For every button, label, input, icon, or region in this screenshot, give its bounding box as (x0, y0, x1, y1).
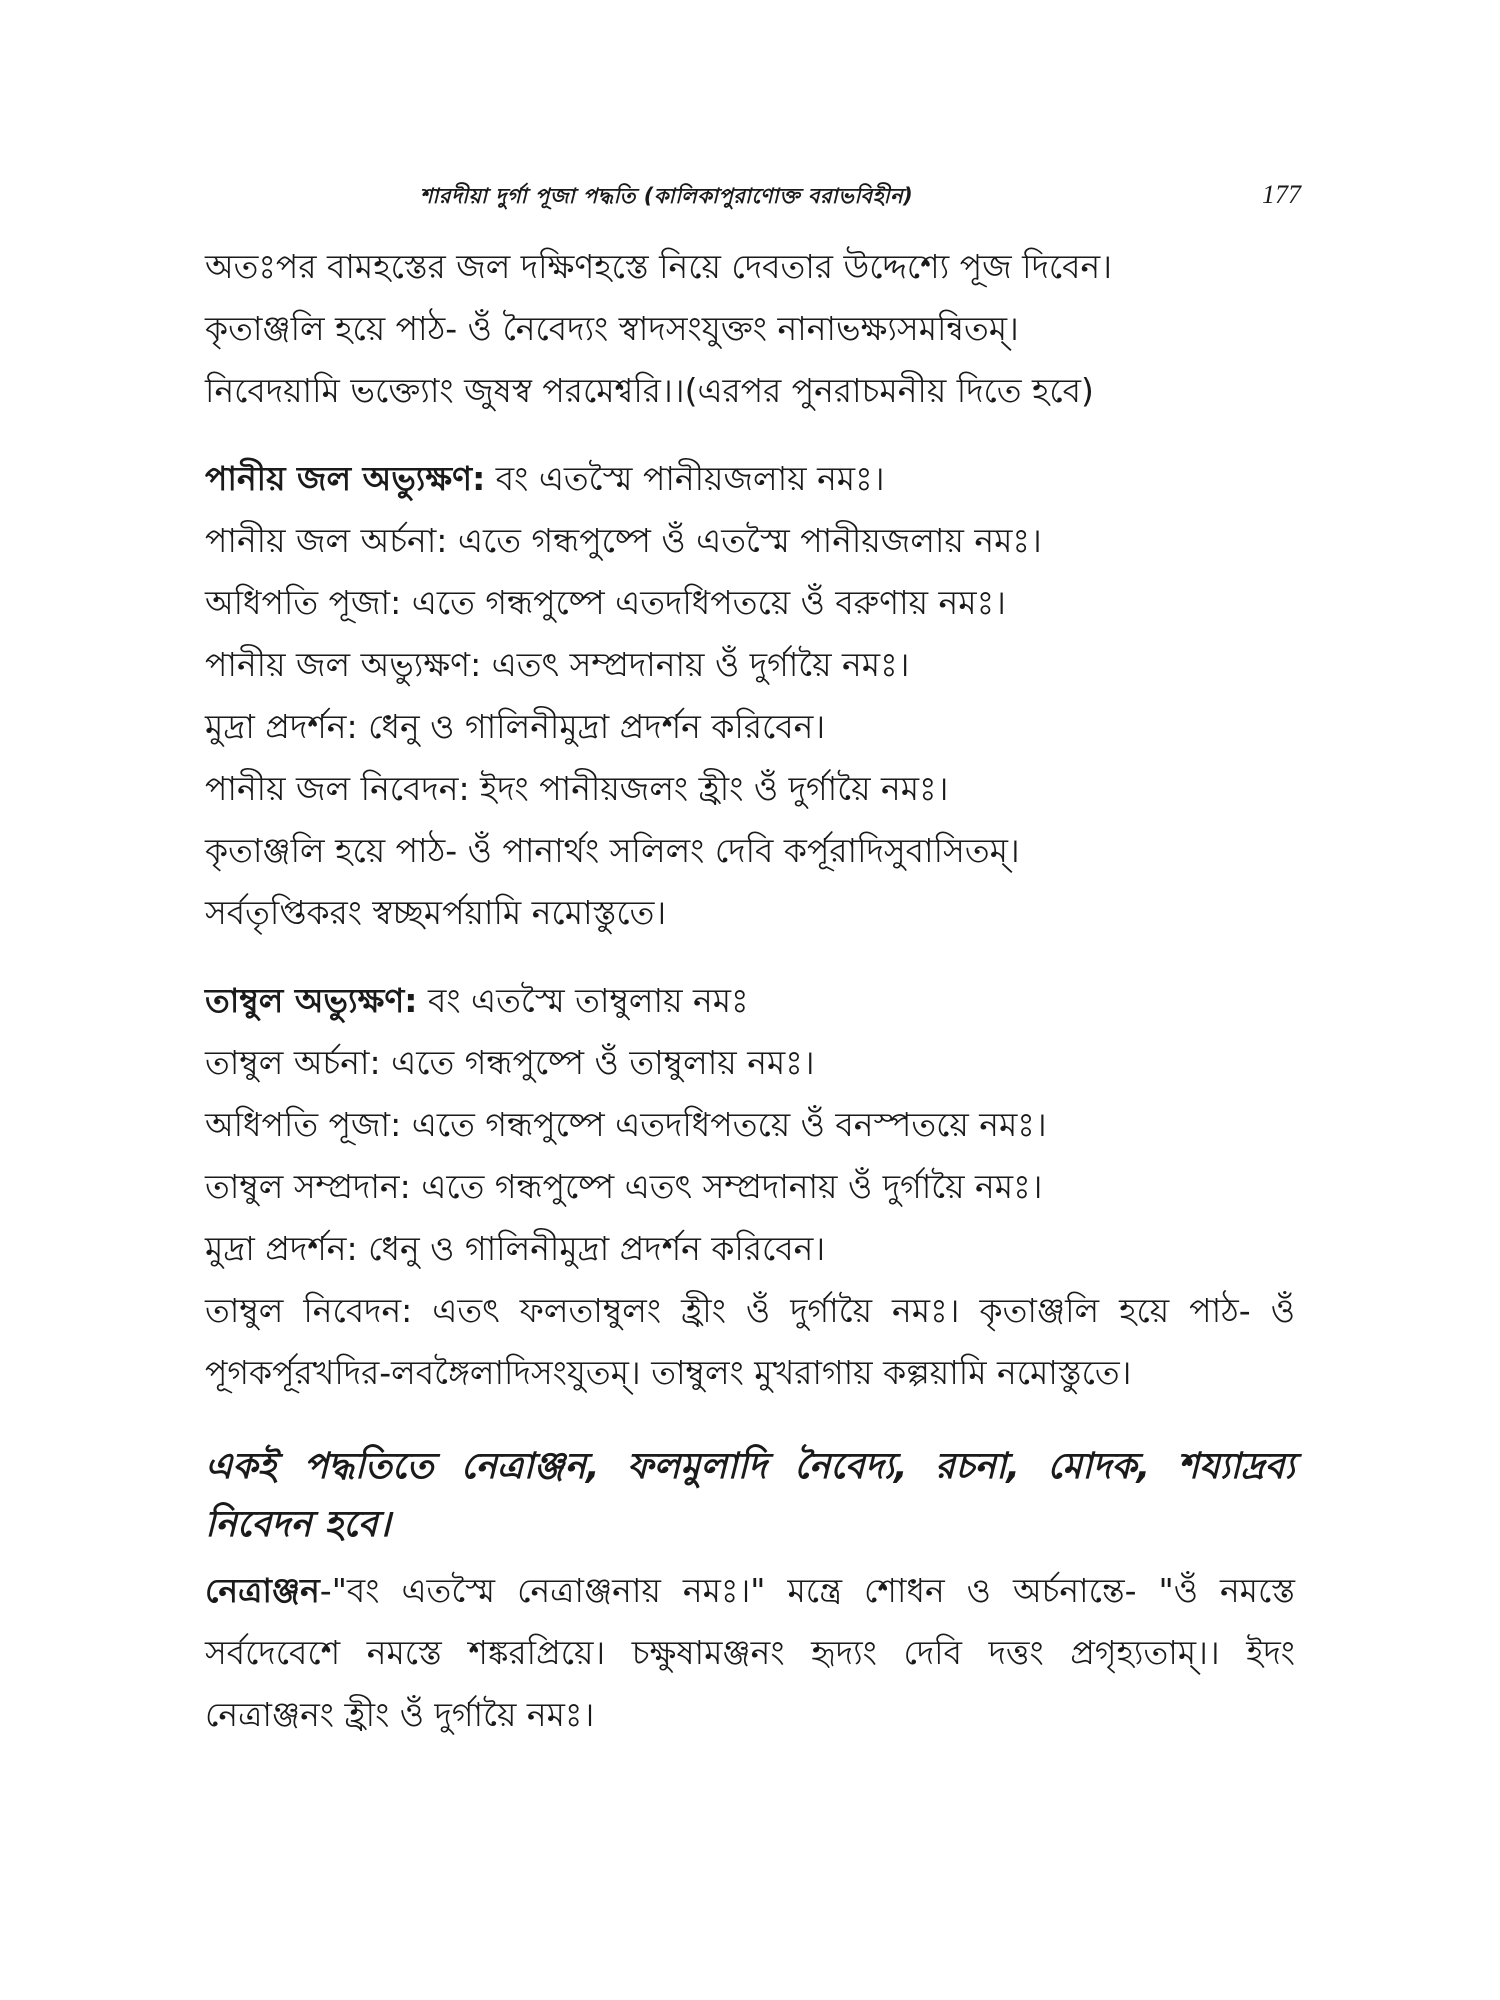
paniya-abhyukshan-text: বং এতস্মৈ পানীয়জলায় নমঃ। (485, 459, 885, 498)
method-note-heading: একই পদ্ধতিতে নেত্রাঞ্জন, ফলমুলাদি নৈবেদ্য, রচনা, মোদক, শয্যাদ্রব্য নিবেদন হবে। (205, 1446, 1295, 1545)
paniya-abhyukshan-line (205, 448, 1295, 510)
page-body (205, 236, 1295, 1746)
tambul-abhyukshan-text: বং এতস্মৈ তাম্বুলায় নমঃ (417, 981, 749, 1020)
paniya-path-line-2: সর্বতৃপ্তিকরং স্বচ্ছমর্পয়ামি নমোস্তুতে। (205, 893, 667, 932)
netranjan-label: নেত্রাঞ্জন (205, 1571, 320, 1610)
paniya-archana-line: পানীয় জল অর্চনা: এতে গন্ধপুষ্পে ওঁ এতস্মৈ পানীয়জলায় নমঃ। (205, 521, 1042, 560)
tambul-adhipati-line: অধিপতি পূজা: এতে গন্ধপুষ্পে এতদধিপতয়ে ওঁ বনস্পতয়ে নমঃ। (205, 1105, 1047, 1144)
page-number: 177 (1262, 180, 1301, 209)
paniya-jal-section (205, 448, 1295, 944)
tambul-nivedan-paragraph: তাম্বুল নিবেদন: এতৎ ফলতাম্বুলং হ্রীং ওঁ দুর্গায়ৈ নমঃ। কৃতাঞ্জলি হয়ে পাঠ- ওঁ পূগকর্পূরখদির-লবঙ্গৈলাদিসংযুতম্। তাম্বুলং মুখরাগায় কল্পয়ামি নমোস্তুতে। (205, 1291, 1295, 1392)
netranjan-text: -"বং এতস্মৈ নেত্রাঞ্জনায় নমঃ।" মন্ত্রে শোধন ও অর্চনান্তে- "ওঁ নমস্তে সর্বদেবেশে নমস্তে শঙ্করপ্রিয়ে। চক্ষুষামঞ্জনং হৃদ্যং দেবি দত্তং প্রগৃহ্যতাম্।। ইদং নেত্রাঞ্জনং হ্রীং ওঁ দুর্গায়ৈ নমঃ। (205, 1571, 1295, 1734)
tambul-abhyukshan-label: তাম্বুল অভ্যুক্ষণ: (205, 981, 418, 1020)
tambul-sampradan-line: তাম্বুল সম্প্রদান: এতে গন্ধপুষ্পে এতৎ সম্প্রদানায় ওঁ দুর্গায়ৈ নমঃ। (205, 1167, 1043, 1206)
tambul-archana-line: তাম্বুল অর্চনা: এতে গন্ধপুষ্পে ওঁ তাম্বুলায় নমঃ। (205, 1043, 815, 1082)
intro-line-2: কৃতাঞ্জলি হয়ে পাঠ- ওঁ নৈবেদ্যং স্বাদসংযুক্তং নানাভক্ষ্যসমন্বিতম্। (205, 309, 1019, 348)
paniya-abhyukshan2-line: পানীয় জল অভ্যুক্ষণ: এতৎ সম্প্রদানায় ওঁ দুর্গায়ৈ নমঃ। (205, 645, 910, 684)
netranjan-paragraph (205, 1560, 1295, 1746)
tambul-section (205, 970, 1295, 1404)
paniya-abhyukshan-label: পানীয় জল অভ্যুক্ষণ: (205, 459, 486, 498)
intro-line-3: নিবেদয়ামি ভক্ত্যোং জুষস্ব পরমেশ্বরি।।(এরপর পুনরাচমনীয় দিতে হবে) (205, 371, 1094, 410)
running-title: শারদীয়া দুর্গা পূজা পদ্ধতি (কালিকাপুরাণোক্ত বরাভবিহীন) (420, 184, 914, 208)
paniya-nivedan-line: পানীয় জল নিবেদন: ইদং পানীয়জলং হ্রীং ওঁ দুর্গায়ৈ নমঃ। (205, 769, 949, 808)
intro-line-1: অতঃপর বামহস্তের জল দক্ষিণহস্তে নিয়ে দেবতার উদ্দেশ্যে পূজ দিবেন। (205, 247, 1113, 286)
paniya-adhipati-line: অধিপতি পূজা: এতে গন্ধপুষ্পে এতদধিপতয়ে ওঁ বরুণায় নমঃ। (205, 583, 1006, 622)
intro-paragraph (205, 236, 1295, 422)
paniya-path-line-1: কৃতাঞ্জলি হয়ে পাঠ- ওঁ পানার্থং সলিলং দেবি কর্পূরাদিসুবাসিতম্। (205, 831, 1020, 870)
paniya-mudra-line: মুদ্রা প্রদর্শন: ধেনু ও গালিনীমুদ্রা প্রদর্শন করিবেন। (205, 707, 826, 746)
tambul-mudra-line: মুদ্রা প্রদর্শন: ধেনু ও গালিনীমুদ্রা প্রদর্শন করিবেন। (205, 1229, 826, 1268)
tambul-abhyukshan-line (205, 970, 1295, 1032)
